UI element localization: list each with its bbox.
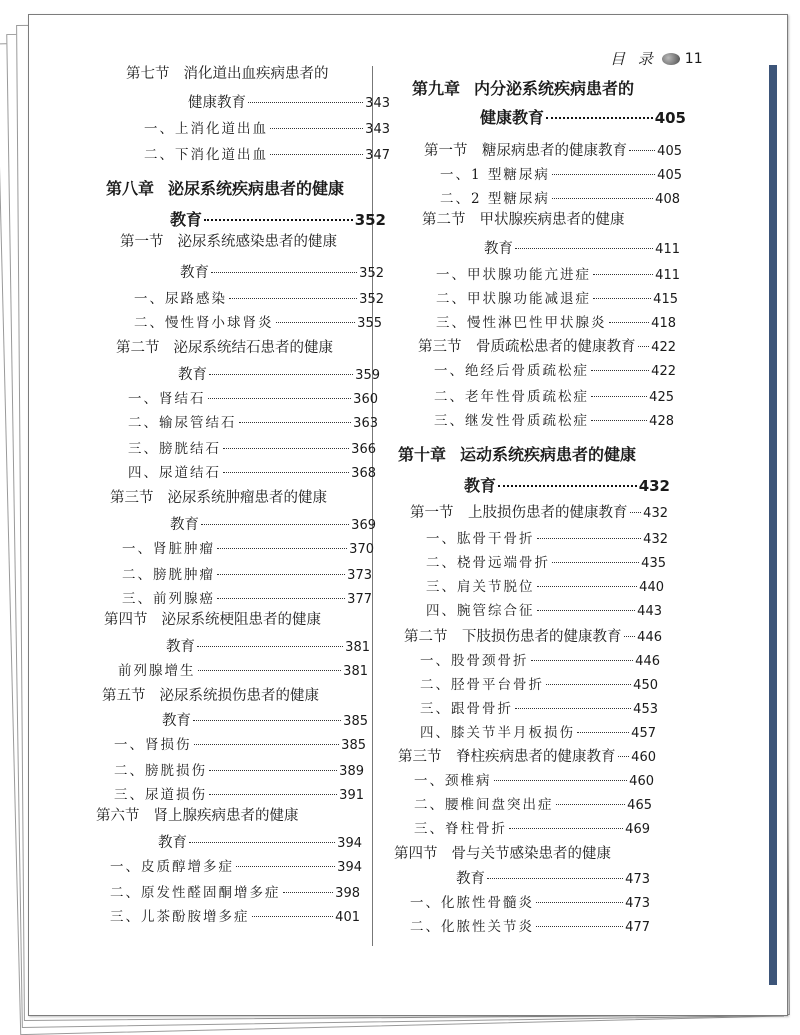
toc-entry[interactable]: 教育 359 [178, 367, 380, 383]
toc-entry[interactable]: 三、肩关节脱位 440 [426, 579, 664, 595]
toc-entry[interactable]: 三、儿茶酚胺增多症 401 [110, 909, 360, 925]
toc-entry[interactable]: 一、1 型糖尿病 405 [440, 167, 682, 183]
toc-entry[interactable]: 一、绝经后骨质疏松症 422 [434, 363, 676, 379]
header-title: 目 录 [610, 50, 657, 68]
toc-entry[interactable]: 第一节 糖尿病患者的健康教育 405 [424, 143, 682, 159]
toc-entry[interactable]: 一、甲状腺功能亢进症 411 [436, 267, 680, 283]
toc-entry[interactable]: 教育 369 [170, 517, 376, 533]
section-heading: 第四节 骨与关节感染患者的健康 [394, 846, 611, 862]
section-heading: 第五节 泌尿系统损伤患者的健康 [102, 688, 319, 704]
chapter-heading: 第八章 泌尿系统疾病患者的健康 [106, 179, 345, 198]
toc-entry[interactable]: 二、胫骨平台骨折 450 [420, 677, 658, 693]
toc-entry[interactable]: 教育 473 [456, 871, 650, 887]
toc-entry[interactable]: 一、尿路感染 352 [134, 291, 384, 307]
chapter-heading: 第十章 运动系统疾病患者的健康 [398, 445, 637, 464]
chapter-heading: 第九章 内分泌系统疾病患者的 [412, 79, 635, 98]
toc-entry[interactable]: 一、肾结石 360 [128, 391, 378, 407]
toc-entry[interactable]: 健康教育 405 [480, 108, 686, 127]
toc-entry[interactable]: 第一节 上肢损伤患者的健康教育 432 [410, 505, 668, 521]
toc-entry[interactable]: 二、化脓性关节炎 477 [410, 919, 650, 935]
toc-entry[interactable]: 一、皮质醇增多症 394 [110, 859, 362, 875]
toc-entry[interactable]: 一、肱骨干骨折 432 [426, 531, 668, 547]
toc-entry[interactable]: 二、桡骨远端骨折 435 [426, 555, 666, 571]
toc-entry[interactable]: 三、继发性骨质疏松症 428 [434, 413, 674, 429]
toc-entry[interactable]: 三、慢性淋巴性甲状腺炎 418 [436, 315, 676, 331]
toc-entry[interactable]: 第二节 下肢损伤患者的健康教育 446 [404, 629, 662, 645]
toc-entry[interactable]: 第三节 骨质疏松患者的健康教育 422 [418, 339, 676, 355]
toc-entry[interactable]: 三、前列腺癌 377 [122, 591, 372, 607]
toc-entry[interactable]: 第三节 脊柱疾病患者的健康教育 460 [398, 749, 656, 765]
toc-entry[interactable]: 教育 385 [162, 713, 368, 729]
toc-entry[interactable]: 二、膀胱肿瘤 373 [122, 567, 372, 583]
toc-entry[interactable]: 二、老年性骨质疏松症 425 [434, 389, 674, 405]
toc-entry[interactable]: 前列腺增生 381 [118, 663, 368, 679]
toc-entry[interactable]: 四、膝关节半月板损伤 457 [420, 725, 656, 741]
toc-entry[interactable]: 教育 394 [158, 835, 362, 851]
toc-entry[interactable]: 二、腰椎间盘突出症 465 [414, 797, 652, 813]
toc-entry[interactable]: 一、肾损伤 385 [114, 737, 366, 753]
toc-entry[interactable]: 四、尿道结石 368 [128, 465, 376, 481]
toc-entry[interactable]: 一、颈椎病 460 [414, 773, 654, 789]
toc-entry[interactable]: 教育 411 [484, 241, 680, 257]
toc-entry[interactable]: 二、输尿管结石 363 [128, 415, 378, 431]
section-heading: 第一节 泌尿系统感染患者的健康 [120, 234, 337, 250]
toc-entry[interactable]: 二、膀胱损伤 389 [114, 763, 364, 779]
toc-entry[interactable]: 一、股骨颈骨折 446 [420, 653, 660, 669]
toc-entry[interactable]: 一、肾脏肿瘤 370 [122, 541, 374, 557]
section-heading: 第四节 泌尿系统梗阻患者的健康 [104, 612, 321, 628]
section-heading: 第三节 泌尿系统肿瘤患者的健康 [110, 490, 327, 506]
section-heading: 第六节 肾上腺疾病患者的健康 [96, 808, 299, 824]
section-heading: 第二节 甲状腺疾病患者的健康 [422, 212, 625, 228]
page-number: 11 [684, 50, 703, 67]
toc-entry[interactable]: 二、下消化道出血 347 [144, 147, 390, 163]
toc-entry[interactable]: 教育 432 [464, 476, 670, 495]
toc-entry[interactable]: 三、尿道损伤 391 [114, 787, 364, 803]
toc-entry[interactable]: 教育 381 [166, 639, 370, 655]
toc-entry[interactable]: 二、甲状腺功能减退症 415 [436, 291, 678, 307]
toc-entry[interactable]: 健康教育 343 [188, 95, 390, 111]
toc-entry[interactable]: 一、上消化道出血 343 [144, 121, 390, 137]
toc-entry[interactable]: 三、膀胱结石 366 [128, 441, 376, 457]
toc-entry[interactable]: 二、2 型糖尿病 408 [440, 191, 680, 207]
toc-entry[interactable]: 教育 352 [170, 210, 386, 229]
toc-entry[interactable]: 二、慢性肾小球肾炎 355 [134, 315, 382, 331]
section-heading: 第二节 泌尿系统结石患者的健康 [116, 340, 333, 356]
toc-entry[interactable]: 一、化脓性骨髓炎 473 [410, 895, 650, 911]
toc-entry[interactable]: 二、原发性醛固酮增多症 398 [110, 885, 360, 901]
section-heading: 第七节 消化道出血疾病患者的 [126, 66, 329, 82]
toc-entry[interactable]: 三、脊柱骨折 469 [414, 821, 650, 837]
toc-entry[interactable]: 三、跟骨骨折 453 [420, 701, 658, 717]
toc-entry[interactable]: 四、腕管综合征 443 [426, 603, 662, 619]
toc-entry[interactable]: 教育 352 [180, 265, 384, 281]
